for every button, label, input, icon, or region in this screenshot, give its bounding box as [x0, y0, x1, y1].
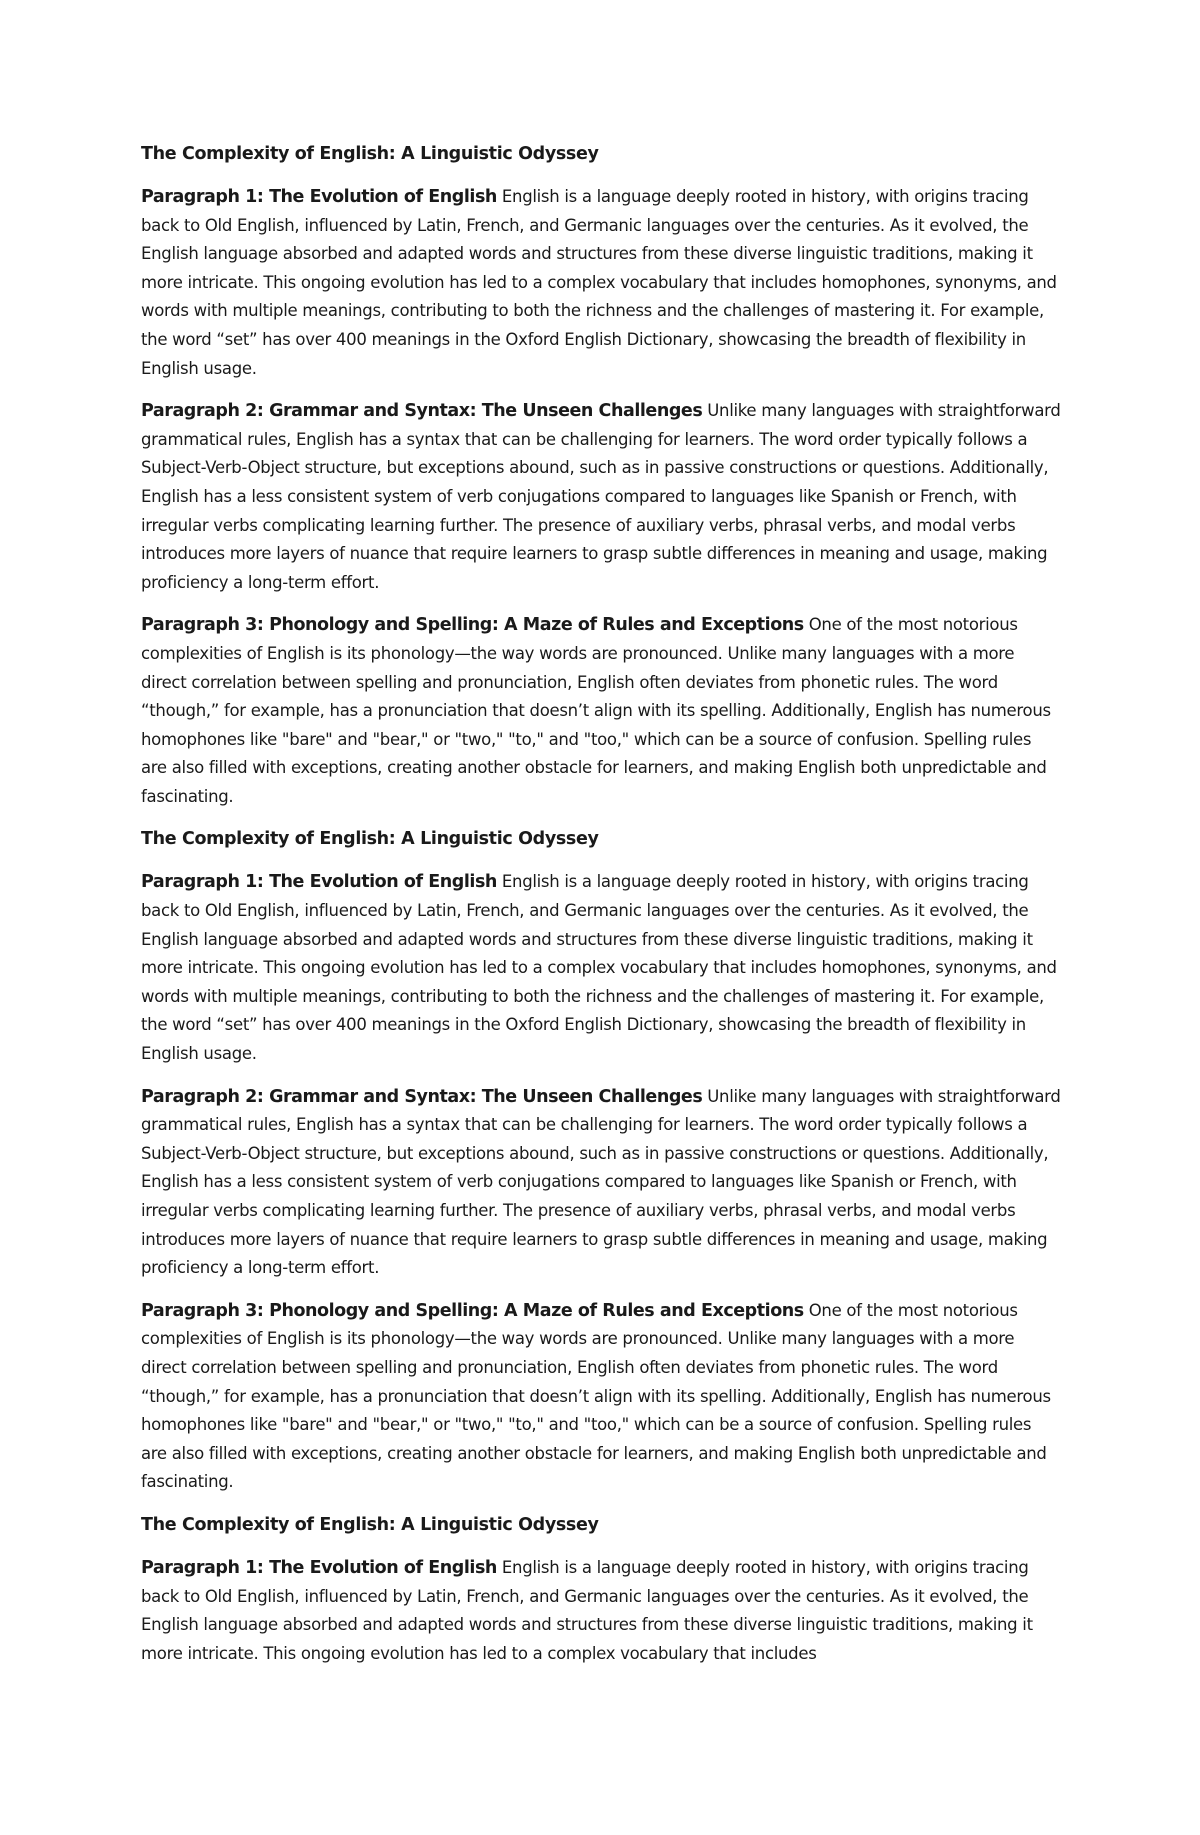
section-3 — [141, 1511, 1061, 1668]
document-body — [141, 140, 1061, 1682]
document-title: The Complexity of English: A Linguistic Odyssey — [141, 1514, 599, 1535]
paragraph-heading: Paragraph 1: The Evolution of English — [141, 187, 497, 207]
paragraph-text: English is a language deeply rooted in history, with origins tracing back to Old English, influenced by Latin, French, and Germanic languages over the centuries. As it evolved, the English language absorbed and adapted words and structures from these diverse linguistic traditions, making it more intricate. This ongoing evolution has led to a complex vocabulary that includes — [141, 1557, 1033, 1663]
paragraph-heading: Paragraph 2: Grammar and Syntax: The Unseen Challenges — [141, 401, 703, 422]
paragraph-heading: Paragraph 2: Grammar and Syntax: The Unseen Challenges — [141, 1086, 703, 1107]
paragraph-grammar — [141, 1083, 1061, 1283]
document-title: The Complexity of English: A Linguistic Odyssey — [141, 144, 599, 164]
paragraph-heading: Paragraph 3: Phonology and Spelling: A Maze of Rules and Exceptions — [141, 615, 804, 636]
paragraph-text: Unlike many languages with straightforward grammatical rules, English has a syntax that can be challenging for learners. The word order typically follows a Subject-Verb-Object structure, but exceptions abound, such as in passive constructions or questions. Additionally, English has a less consistent system of verb conjugations compared to languages like Spanish or French, with irregular verbs complicating learning further. The presence of auxiliary verbs, phrasal verbs, and modal verbs introduces more layers of nuance that require learners to grasp subtle differences in meaning and usage, making proficiency a long-term effort. — [141, 1086, 1061, 1278]
paragraph-evolution — [141, 183, 1061, 383]
paragraph-text: English is a language deeply rooted in history, with origins tracing back to Old English, influenced by Latin, French, and Germanic languages over the centuries. As it evolved, the English language absorbed and adapted words and structures from these diverse linguistic traditions, making it more intricate. This ongoing evolution has led to a complex vocabulary that includes homophones, synonyms, and words with multiple meanings, contributing to both the richness and the challenges of mastering it. For example, the word “set” has over 400 meanings in the Oxford English Dictionary, showcasing the breadth of flexibility in English usage. — [141, 187, 1057, 378]
section-1 — [141, 140, 1061, 811]
paragraph-heading: Paragraph 1: The Evolution of English — [141, 1557, 497, 1578]
paragraph-text: English is a language deeply rooted in history, with origins tracing back to Old English, influenced by Latin, French, and Germanic languages over the centuries. As it evolved, the English language absorbed and adapted words and structures from these diverse linguistic traditions, making it more intricate. This ongoing evolution has led to a complex vocabulary that includes homophones, synonyms, and words with multiple meanings, contributing to both the richness and the challenges of mastering it. For example, the word “set” has over 400 meanings in the Oxford English Dictionary, showcasing the breadth of flexibility in English usage. — [141, 872, 1057, 1064]
paragraph-heading: Paragraph 3: Phonology and Spelling: A Maze of Rules and Exceptions — [141, 1300, 804, 1321]
section-2 — [141, 825, 1061, 1496]
paragraph-phonology — [141, 1297, 1061, 1497]
paragraph-text: One of the most notorious complexities of English is its phonology—the way words are pronounced. Unlike many languages with a more direct correlation between spelling and pronunciation, English often deviates from phonetic rules. The word “though,” for example, has a pronunciation that doesn’t align with its spelling. Additionally, English has numerous homophones like "bare" and "bear," or "two," "to," and "too," which can be a source of confusion. Spelling rules are also filled with exceptions, creating another obstacle for learners, and making English both unpredictable and fascinating. — [141, 615, 1051, 806]
paragraph-text: Unlike many languages with straightforward grammatical rules, English has a syntax that can be challenging for learners. The word order typically follows a Subject-Verb-Object structure, but exceptions abound, such as in passive constructions or questions. Additionally, English has a less consistent system of verb conjugations compared to languages like Spanish or French, with irregular verbs complicating learning further. The presence of auxiliary verbs, phrasal verbs, and modal verbs introduces more layers of nuance that require learners to grasp subtle differences in meaning and usage, making proficiency a long-term effort. — [141, 401, 1061, 592]
paragraph-grammar — [141, 397, 1061, 597]
paragraph-heading: Paragraph 1: The Evolution of English — [141, 872, 497, 893]
paragraph-evolution — [141, 868, 1061, 1068]
document-title: The Complexity of English: A Linguistic Odyssey — [141, 829, 599, 850]
paragraph-evolution-partial — [141, 1554, 1061, 1668]
paragraph-phonology — [141, 611, 1061, 811]
paragraph-text: One of the most notorious complexities of English is its phonology—the way words are pronounced. Unlike many languages with a more direct correlation between spelling and pronunciation, English often deviates from phonetic rules. The word “though,” for example, has a pronunciation that doesn’t align with its spelling. Additionally, English has numerous homophones like "bare" and "bear," or "two," "to," and "too," which can be a source of confusion. Spelling rules are also filled with exceptions, creating another obstacle for learners, and making English both unpredictable and fascinating. — [141, 1300, 1051, 1492]
